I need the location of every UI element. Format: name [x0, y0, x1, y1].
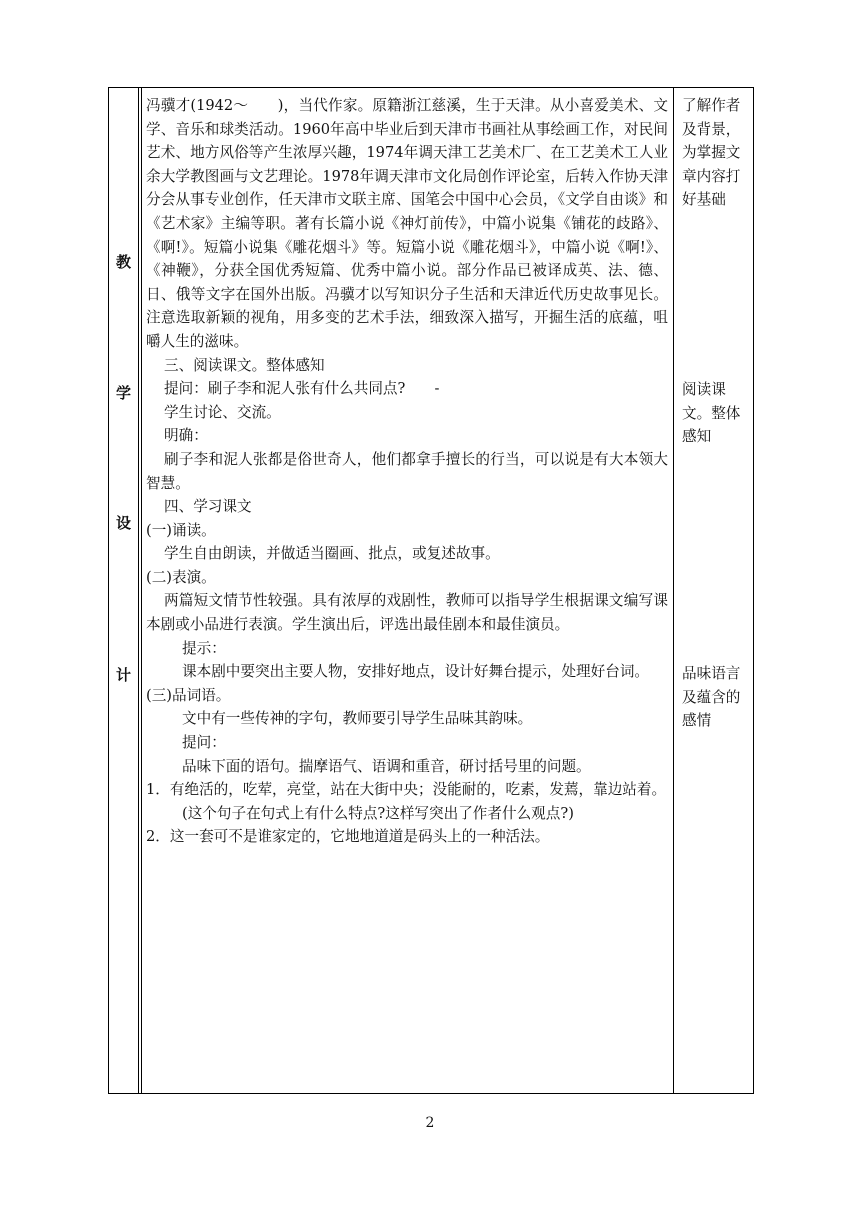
side-label-ji: 计 — [115, 666, 131, 684]
column-divider — [141, 88, 142, 1093]
lesson-content — [146, 94, 668, 849]
paragraph: 学生讨论、交流。 — [164, 403, 281, 421]
paragraph: (三)品词语。 — [146, 686, 231, 704]
paragraph: 2．这一套可不是谁家定的，它地地道道是码头上的一种活法。 — [146, 828, 550, 846]
side-label-xue: 学 — [115, 384, 131, 402]
paragraph: (一)诵读。 — [146, 521, 216, 539]
paragraph: 学生自由朗读，并做适当圈画、批点，或复述故事。 — [164, 545, 500, 563]
paragraph: 1．有绝活的，吃荤，亮堂，站在大街中央；没能耐的，吃素，发蔫，靠边站着。 — [146, 781, 667, 799]
paragraph: (这个句子在句式上有什么特点?这样写突出了作者什么观点?) — [182, 804, 574, 822]
paragraph: 课本剧中要突出主要人物，安排好地点，设计好舞台提示，处理好台词。 — [182, 663, 650, 681]
paragraph: 四、学习课文 — [164, 498, 252, 516]
note-read-text: 阅读课文。整体感知 — [682, 381, 741, 446]
side-label-jiao: 教 — [115, 253, 131, 271]
paragraph: 提问： — [182, 734, 226, 752]
paragraph: 明确： — [164, 427, 208, 445]
page-number: 2 — [425, 1115, 435, 1131]
paragraph: 两篇短文情节性较强。具有浓厚的戏剧性，教师可以指导学生根据课文编写课本剧或小品进行表演。学生演出后，评选出最佳剧本和最佳演员。 — [146, 592, 668, 634]
paragraph: 冯骥才(1942～ )，当代作家。原籍浙江慈溪，生于天津。从小喜爱美术、文学、音乐和球类活动。1960年高中毕业后到天津市书画社从事绘画工作，对民间艺术、地方风俗等产生浓厚兴趣，1974年调天津工艺美术厂、在工艺美术工人业余大学教图画与文艺理论。1978年调天津市文化局创作评论室，后转入作协天津分会从事专业创作，任天津市文联主席、国笔会中国中心会员，《文学自由谈》和《艺术家》主编等职。著有长篇小说《神灯前传》，中篇小说集《铺花的歧路》、《啊!》。短篇小说集《雕花烟斗》等。短篇小说《雕花烟斗》，中篇小说《啊!》、《神鞭》，分获全国优秀短篇、优秀中篇小说。部分作品已被译成英、法、德、日、俄等文字在国外出版。冯骥才以写知识分子生活和天津近代历史故事见长。注意选取新颖的视角，用多变的艺术手法，细致深入描写，开掘生活的底蕴，咀嚼人生的滋味。 — [146, 97, 668, 350]
note-author-background: 了解作者及背景，为掌握文章内容打好基础 — [682, 97, 741, 209]
column-divider — [138, 88, 139, 1093]
paragraph: 文中有一些传神的字句，教师要引导学生品味其韵味。 — [182, 710, 533, 728]
paragraph: 三、阅读课文。整体感知 — [164, 356, 325, 374]
side-label-she: 设 — [115, 514, 131, 532]
paragraph: (二)表演。 — [146, 568, 216, 586]
column-divider — [673, 88, 674, 1093]
paragraph: 品味下面的语句。揣摩语气、语调和重音，研讨括号里的问题。 — [182, 757, 591, 775]
paragraph: 提示： — [182, 639, 226, 657]
paragraph: 提问：刷子李和泥人张有什么共同点? - — [164, 380, 440, 398]
note-savor-language: 品味语言及蕴含的感情 — [682, 665, 741, 730]
lesson-table — [108, 87, 754, 1094]
paragraph: 刷子李和泥人张都是俗世奇人，他们都拿手擅长的行当，可以说是有大本领大智慧。 — [146, 450, 668, 492]
